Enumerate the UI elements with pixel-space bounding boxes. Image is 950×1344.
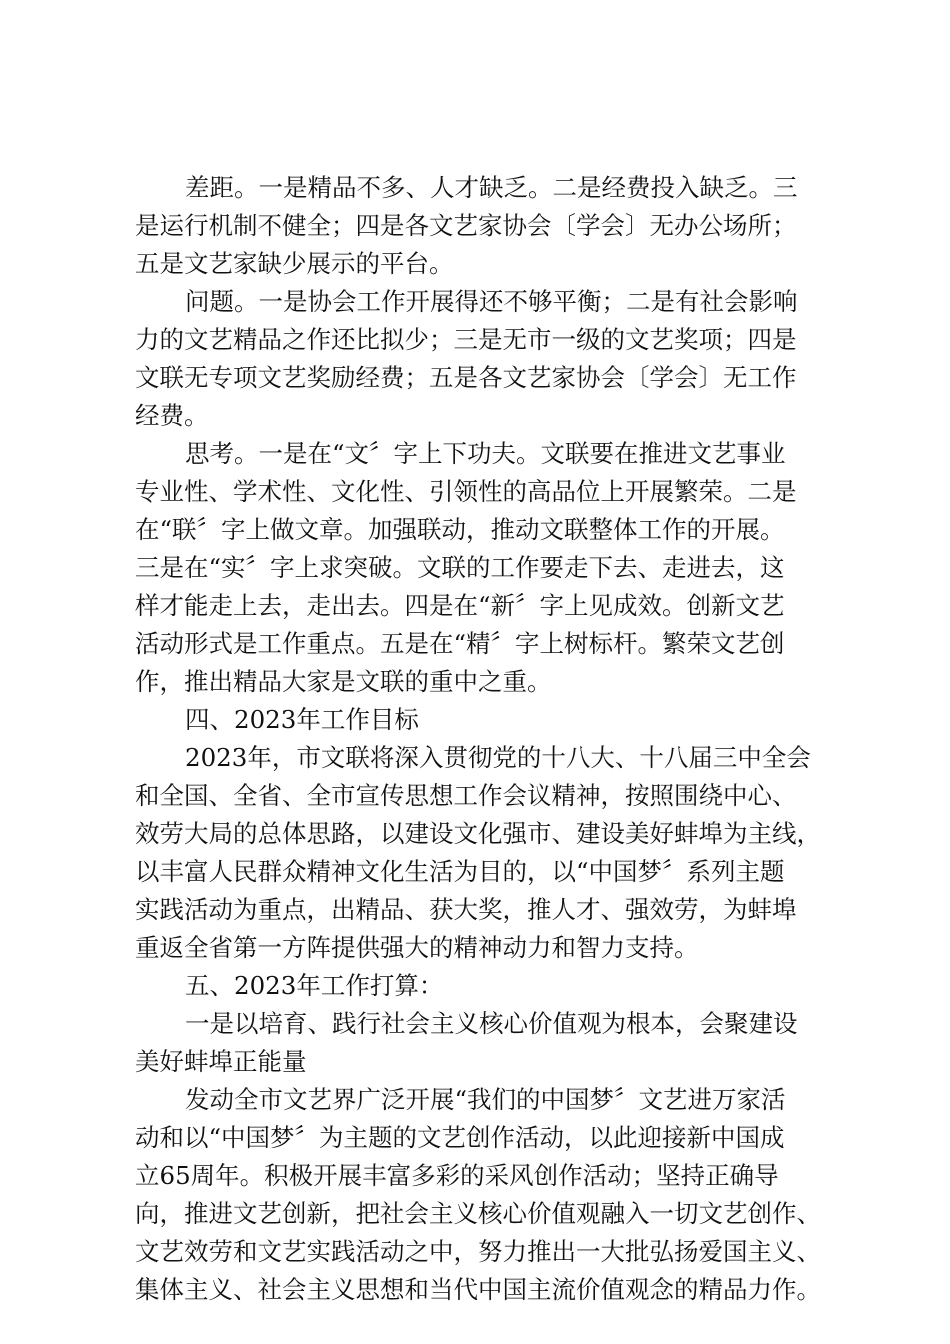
text-line: 思考。一是在“文〞字上下功夫。文联要在推进文艺事业 bbox=[185, 439, 786, 468]
text-line: 文联无专项文艺奖励经费；五是各文艺家协会〔学会〕无工作 bbox=[135, 363, 797, 392]
text-line: 专业性、学术性、文化性、引领性的高品位上开展繁荣。二是 bbox=[135, 477, 797, 506]
text-line: 五是文艺家缺少展示的平台。 bbox=[135, 249, 454, 278]
text-line: 以丰富人民群众精神文化生活为目的，以“中国梦〞系列主题 bbox=[135, 857, 785, 886]
text-line: 差距。一是精品不多、人才缺乏。二是经费投入缺乏。三 bbox=[185, 173, 798, 202]
text-line: 力的文艺精品之作还比拟少；三是无市一级的文艺奖项；四是 bbox=[135, 325, 797, 354]
section-heading: 五、2023年工作打算： bbox=[185, 971, 444, 1000]
text-line: 在“联〞字上做文章。加强联动，推动文联整体工作的开展。 bbox=[135, 515, 785, 544]
text-line: 动和以“中国梦〞为主题的文艺创作活动，以此迎接新中国成 bbox=[135, 1123, 785, 1152]
text-line: 和全国、全省、全市宣传思想工作会议精神，按照围绕中心、 bbox=[135, 781, 797, 810]
text-line: 发动全市文艺界广泛开展“我们的中国梦〞文艺进万家活 bbox=[185, 1085, 786, 1114]
text-line: 向，推进文艺创新，把社会主义核心价值观融入一切文艺创作、 bbox=[135, 1199, 821, 1228]
text-line: 一是以培育、践行社会主义核心价值观为根本，会聚建设 bbox=[185, 1009, 798, 1038]
text-line: 是运行机制不健全；四是各文艺家协会〔学会〕无办公场所； bbox=[135, 211, 797, 240]
text-line: 三是在“实〞字上求突破。文联的工作要走下去、走进去，这 bbox=[135, 553, 785, 582]
text-line: 效劳大局的总体思路，以建设文化强市、建设美好蚌埠为主线， bbox=[135, 819, 821, 848]
text-line: 问题。一是协会工作开展得还不够平衡；二是有社会影响 bbox=[185, 287, 798, 316]
section-heading: 四、2023年工作目标 bbox=[185, 705, 419, 734]
text-line: 立65周年。积极开展丰富多彩的采风创作活动；坚持正确导 bbox=[135, 1161, 779, 1190]
text-line: 经费。 bbox=[135, 401, 209, 430]
text-line: 文艺效劳和文艺实践活动之中，努力推出一大批弘扬爱国主义、 bbox=[135, 1237, 821, 1266]
text-line: 活动形式是工作重点。五是在“精〞字上树标杆。繁荣文艺创 bbox=[135, 629, 785, 658]
text-line: 实践活动为重点，出精品、获大奖，推人才、强效劳，为蚌埠 bbox=[135, 895, 797, 924]
text-line: 作，推出精品大家是文联的重中之重。 bbox=[135, 667, 552, 696]
text-line: 重返全省第一方阵提供强大的精神动力和智力支持。 bbox=[135, 933, 699, 962]
text-line: 集体主义、社会主义思想和当代中国主流价值观念的精品力作。 bbox=[135, 1275, 821, 1304]
text-line: 美好蚌埠正能量 bbox=[135, 1047, 307, 1076]
text-line: 样才能走上去，走出去。四是在“新〞字上见成效。创新文艺 bbox=[135, 591, 785, 620]
text-line: 2023年，市文联将深入贯彻党的十八大、十八届三中全会 bbox=[185, 743, 811, 772]
